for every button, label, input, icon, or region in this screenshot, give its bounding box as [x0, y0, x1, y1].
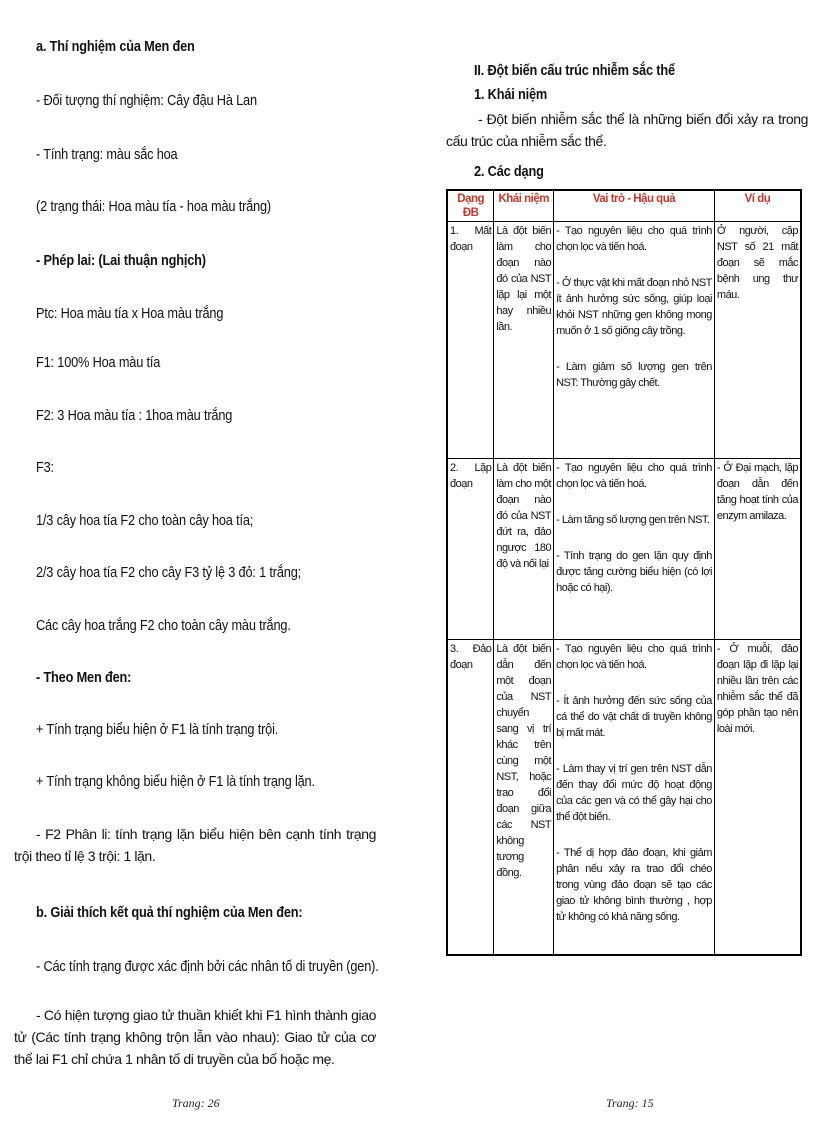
f3-line-1: 1/3 cây hoa tía F2 cho toàn cây hoa tía;: [36, 513, 254, 529]
giai-thich-2: - Có hiện tượng giao tử thuần khiết khi F1 hình thành giao tử (Các tính trạng không trộn lẫn vào nhau): Giao tử của cơ thể lai F1 chỉ chứa 1 nhân tố di truyền của bố hoặc mẹ.: [14, 1007, 376, 1067]
row2-khai-niem: Là đột biến làm cho một đoạn nào đó của NST đứt ra, đảo ngược 180 độ và nối lại: [494, 459, 554, 640]
row3-vai-tro-3: - Làm thay vị trí gen trên NST dẫn đến thay đổi mức độ hoạt động của các gen và có thể gây hại cho thể đột biến.: [556, 763, 712, 823]
tinh-trang-text: - Tính trạng: màu sắc hoa: [36, 147, 178, 163]
khai-niem-text: - Đột biến nhiễm sắc thể là những biến đổi xảy ra trong cấu trúc của nhiễm sắc thể.: [446, 111, 808, 149]
page-number-right: Trang: 15: [606, 1096, 654, 1110]
heading-b: b. Giải thích kết quả thí nghiệm của Men đen:: [36, 905, 303, 921]
row3-vai-tro-2: - Ít ảnh hưởng đến sức sống của cá thể do vật chất di truyền không bị mất mát.: [556, 695, 712, 739]
row2-vai-tro-3: - Tính trạng do gen lặn quy định được tăng cường biểu hiện (có lợi hoặc có hại).: [556, 550, 712, 594]
lan-text: + Tính trạng không biểu hiện ở F1 là tính trạng lặn.: [36, 774, 315, 790]
f2-text: F2: 3 Hoa màu tía : 1hoa màu trắng: [36, 408, 233, 424]
header-vi-du: Ví dụ: [714, 190, 801, 222]
row1-vai-tro-3: - Làm giảm số lượng gen trên NST: Thường gây chết.: [556, 361, 712, 389]
header-dang: Dạng ĐB: [447, 190, 494, 222]
row3-vai-tro-4: - Thể dị hợp đảo đoạn, khi giảm phân nếu xảy ra trao đổi chéo trong vùng đảo đoạn sẽ tạo các giao tử không bình thường , hợp tử không có khả năng sống.: [556, 847, 712, 923]
theo-men-den-heading: - Theo Men đen:: [36, 670, 132, 686]
ptc-text: Ptc: Hoa màu tía x Hoa màu trắng: [36, 306, 224, 322]
mutation-table: [446, 189, 802, 956]
f3-line-2: 2/3 cây hoa tía F2 cho cây F3 tỷ lệ 3 đỏ: 1 trắng;: [36, 565, 301, 581]
table-row: [447, 222, 801, 459]
heading-1: 1. Khái niệm: [474, 87, 548, 103]
row1-vi-du: Ở người, cặp NST số 21 mất đoạn sẽ mắc bệnh ung thư máu.: [714, 222, 801, 459]
row3-vi-du: - Ở muỗi, đảo đoạn lặp đi lặp lại nhiều lần trên các nhiễm sắc thể đã góp phần tạo nên loài mới.: [714, 640, 801, 955]
row1-vai-tro-1: - Tạo nguyên liệu cho quá trình chọn lọc và tiến hoá.: [556, 225, 712, 253]
table-header-row: [447, 190, 801, 222]
table-row: [447, 459, 801, 640]
row3-dang: 3. Đảo đoạn: [447, 640, 494, 955]
f3-line-3: Các cây hoa trắng F2 cho toàn cây màu trắng.: [36, 618, 291, 634]
row3-khai-niem: Là đột biến dẫn đến một đoạn của NST chuyển sang vị trí khác trên cùng một NST, hoặc trao đổi đoạn giữa các NST không tương đồng.: [494, 640, 554, 955]
header-khai-niem: Khái niệm: [494, 190, 554, 222]
row3-vai-tro: [554, 640, 715, 955]
f1-text: F1: 100% Hoa màu tía: [36, 355, 161, 371]
troi-text: + Tính trạng biểu hiện ở F1 là tính trạng trội.: [36, 722, 279, 738]
header-vai-tro: Vai trò - Hậu quả: [554, 190, 715, 222]
f3-text: F3:: [36, 460, 54, 476]
f2-phan-li-text: - F2 Phân li: tính trạng lặn biểu hiện bên cạnh tính trạng trội theo tỉ lệ 3 trội: 1 lặn.: [14, 826, 376, 864]
phep-lai-heading: - Phép lai: (Lai thuận nghịch): [36, 253, 206, 269]
row3-vai-tro-1: - Tạo nguyên liệu cho quá trình chọn lọc và tiến hoá.: [556, 643, 712, 671]
heading-2: 2. Các dạng: [474, 164, 544, 180]
row2-dang: 2. Lặp đoạn: [447, 459, 494, 640]
row1-vai-tro-2: - Ở thực vật khi mất đoạn nhỏ NST ít ảnh hưởng sức sống, giúp loại khỏi NST những gen không mong muốn ở 1 số giống cây trồng.: [556, 277, 712, 337]
row1-vai-tro: [554, 222, 715, 459]
row2-vai-tro-2: - Làm tăng số lượng gen trên NST.: [556, 514, 710, 526]
row2-vi-du: - Ở Đại mạch, lặp đoạn dẫn đến tăng hoạt tính của enzym amilaza.: [714, 459, 801, 640]
page-number-left: Trang: 26: [172, 1096, 220, 1110]
row2-vai-tro-1: - Tạo nguyên liệu cho quá trình chọn lọc và tiến hoá.: [556, 462, 712, 490]
giai-thich-1: - Các tính trạng được xác định bởi các nhân tố di truyền (gen).: [36, 959, 379, 975]
heading-ii: II. Đột biến cấu trúc nhiễm sắc thể: [474, 63, 675, 79]
row1-khai-niem: Là đột biến làm cho đoạn nào đó của NST lặp lại một hay nhiều lần.: [494, 222, 554, 459]
heading-a: a. Thí nghiệm của Men đen: [36, 39, 195, 55]
table-row: [447, 640, 801, 955]
doi-tuong-text: - Đối tượng thí nghiệm: Cây đậu Hà Lan: [36, 93, 257, 109]
hai-trang-thai-text: (2 trạng thái: Hoa màu tía - hoa màu trắng): [36, 199, 272, 215]
row2-vai-tro: [554, 459, 715, 640]
row1-dang: 1. Mất đoạn: [447, 222, 494, 459]
